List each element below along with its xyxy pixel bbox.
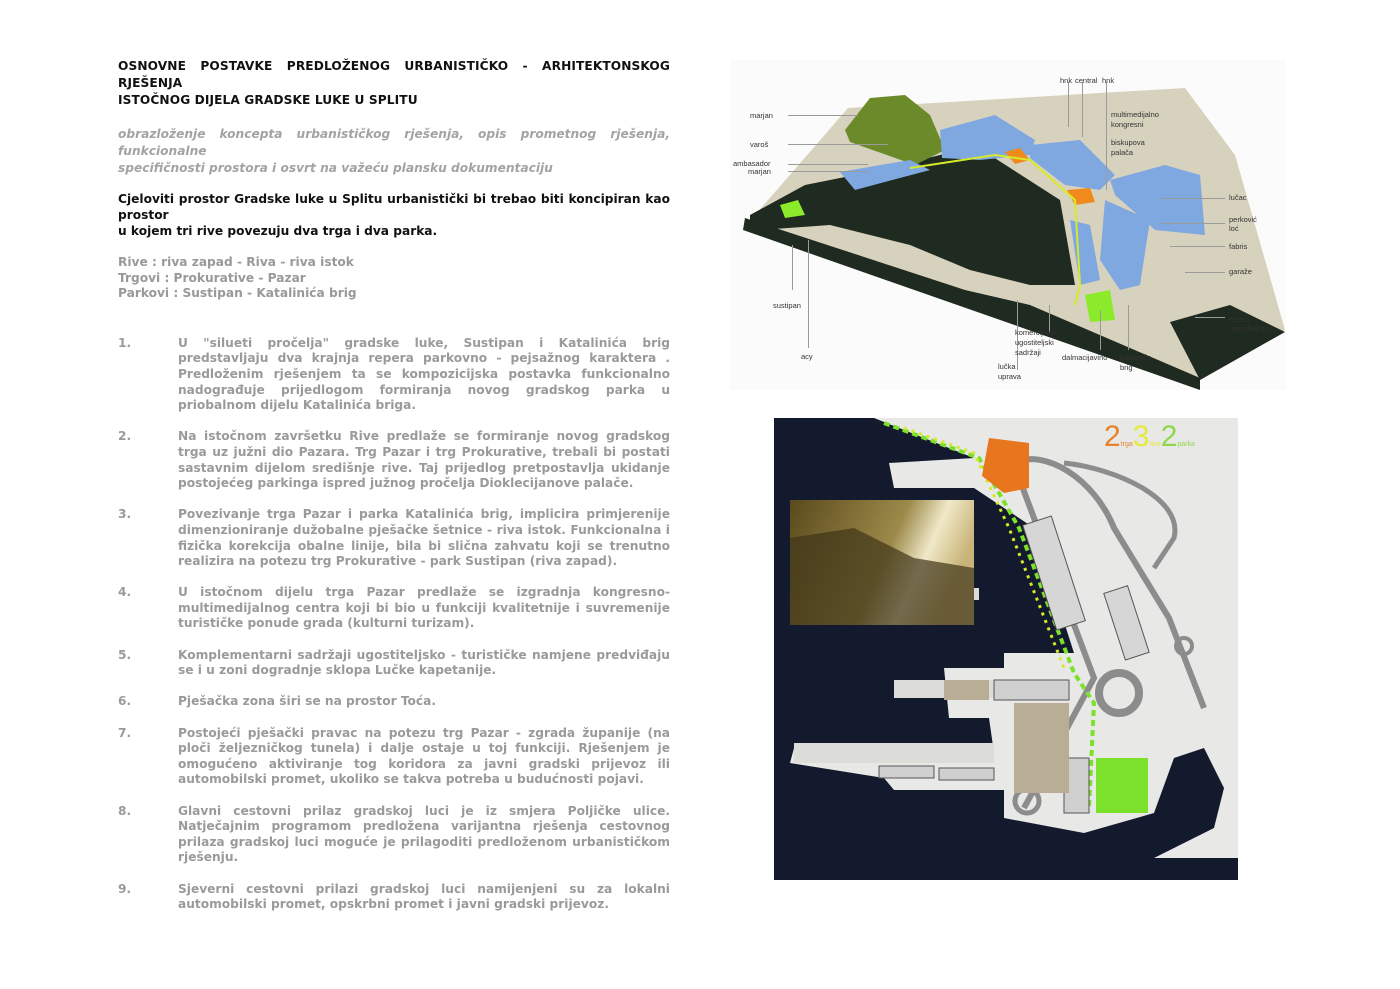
list-item: [118, 648, 670, 679]
label-acy: acy: [801, 352, 813, 361]
label-ugostiteljstvo: ugostiteljstvo: [1229, 324, 1273, 333]
parking-area: [944, 680, 989, 700]
label-multimedijalno: multimedijalno: [1111, 110, 1159, 119]
label-hnk-2: hnk: [1102, 76, 1115, 85]
item-text: Pješačka zona širi se na prostor Toća.: [178, 694, 436, 709]
item-text: Na istočnom završetku Rive predlaže se formiranje novog gradskog trga uz južni dio Pazara. Trg Pazar i trg Prokurative, trebali bi postati sastavnim dijelom središnje rive. Taj prijedlog pretpostavlja ukidanje postojećeg parkinga ispred južnog pročelja Dioklecijanove palače.: [178, 429, 670, 491]
item-number: 8.: [118, 803, 132, 818]
item-number: 7.: [118, 725, 132, 740]
item-text: Povezivanje trga Pazar i parka Katalinića brig, implicira primjerenije dimenzioniranje dužobalne pješačke šetnice - riva istok. Funkcionalna i fizička korekcija obalne linije, bila bi slična zahvatu koji se trenutno realizira na potezu trg Prokurative - park Sustipan (riva zapad).: [178, 507, 670, 569]
axonometric-harbor-figure: [730, 60, 1286, 390]
item-text: U istočnom dijelu trga Pazar predlaže se izgradnja kongresno-multimedijalnog centra koji bi bio u funkciji kvalitetnije i suvremenije turističke ponude grada (kulturni turizam).: [178, 585, 670, 631]
item-text: Postojeći pješački pravac na potezu trg Pazar - zgrada županije (na ploči željezničkog tunela) i dalje ostaje u toj funkciji. Rješenjem je omogućeno aktiviranje tog koridora za javni gradski prijevoz ili automobilski promet, ukoliko se takva potreba u budućnosti pojavi.: [178, 725, 670, 787]
label-terasa: terasa: [1229, 315, 1250, 324]
title-line-1: OSNOVNE POSTAVKE PREDLOŽENOG URBANISTIČKO - ARHITEKTONSKOG RJEŠENJA: [118, 59, 670, 90]
parking-area: [1014, 703, 1069, 793]
item-text: Komplementarni sadržaji ugostiteljsko - turističke namjene predviđaju se i u zoni dogradnje sklopa Lučke kapetanije.: [178, 647, 670, 678]
list-item: [118, 585, 670, 632]
label-biskupova: biskupova: [1111, 138, 1145, 147]
axonometric-map: [730, 60, 1286, 390]
label-lucka: lučka: [998, 362, 1016, 371]
label-dalmacijavino: dalmacijavino: [1062, 353, 1108, 362]
slogan-word-parka: parka: [1177, 441, 1195, 448]
label-marjan: marjan: [750, 111, 773, 120]
list-item: [118, 726, 670, 788]
label-central: central: [1075, 76, 1098, 85]
group-trgovi: Trgovi : Prokurative - Pazar: [118, 270, 306, 285]
label-komercijalno: komercijalno: [1015, 328, 1058, 337]
label-ugostiteljski: ugostiteljski: [1015, 338, 1054, 347]
document-title: [118, 58, 670, 109]
group-parkovi: Parkovi : Sustipan - Katalinića brig: [118, 286, 357, 301]
item-number: 1.: [118, 335, 132, 350]
slogan-word-trga: trga: [1120, 441, 1133, 448]
label-kongresni: kongresni: [1111, 120, 1144, 129]
document-subtitle: [118, 126, 670, 177]
list-item: [118, 882, 670, 913]
site-plan-map: [774, 418, 1238, 880]
item-text: U "silueti pročelja" gradske luke, Sustipan i Katalinića brig predstavljaju dva krajnja repera parkovno - pejsažnog karaktera . Predloženim rješenjem ta se kompozicijska postavka funkcionalno nadograđuje prijedlogom formiranja novog gradskog parka u priobalnom dijelu Katalinića briga.: [178, 335, 670, 413]
label-lucac: lučac: [1229, 193, 1247, 202]
group-rive: Rive : riva zapad - Riva - riva istok: [118, 255, 354, 269]
slogan-number-parka: 2: [1160, 420, 1178, 453]
pier: [794, 743, 994, 763]
label-sustipan: sustipan: [773, 301, 801, 310]
label-brig: brig: [1120, 363, 1133, 372]
text-column: [118, 58, 670, 928]
slogan-word-rive: rive: [1149, 441, 1161, 448]
lead-line-2: u kojem tri rive povezuju dva trga i dva parka.: [118, 224, 438, 238]
building: [879, 766, 934, 778]
list-item: [118, 429, 670, 491]
item-text: Sjeverni cestovni prilazi gradskoj luci namijenjeni su za lokalni automobilski promet, opskrbni promet i javni gradski prijevoz.: [178, 881, 670, 912]
building: [939, 768, 994, 780]
label-hnk: hnk: [1060, 76, 1073, 85]
label-ambasador: ambasador: [733, 159, 771, 168]
subtitle-line-1: obrazloženje koncepta urbanističkog rješenja, opis prometnog rješenja, funkcionalne: [118, 127, 670, 158]
title-line-2: ISTOČNOG DIJELA GRADSKE LUKE U SPLITU: [118, 93, 418, 107]
slogan: [1104, 420, 1195, 454]
label-fabris: fabris: [1229, 242, 1248, 251]
lead-paragraph: [118, 191, 670, 239]
label-perkovic: perković: [1229, 215, 1257, 224]
slogan-number-rive: 3: [1132, 420, 1150, 453]
label-sadrzaji: sadržaji: [1015, 348, 1041, 357]
numbered-list: [118, 336, 670, 913]
list-item: [118, 336, 670, 414]
item-number: 3.: [118, 507, 132, 522]
list-item: [118, 507, 670, 569]
label-palaca: palača: [1111, 148, 1134, 157]
label-uprava: uprava: [998, 372, 1021, 381]
building: [994, 680, 1069, 700]
item-number: 9.: [118, 881, 132, 896]
lead-line-1: Cjeloviti prostor Gradske luke u Splitu urbanistički bi trebao biti koncipiran kao prostor: [118, 192, 670, 222]
groups-list: [118, 255, 670, 302]
item-number: 2.: [118, 429, 132, 444]
label-garaze: garaže: [1229, 267, 1252, 276]
list-item: [118, 804, 670, 866]
park-katalinica: [1096, 758, 1148, 813]
site-plan-figure: [774, 418, 1238, 880]
subtitle-line-2: specifičnosti prostora i osvrt na važeću plansku dokumentaciju: [118, 161, 553, 175]
item-number: 5.: [118, 647, 132, 662]
label-ambasador-marjan: marjan: [748, 167, 771, 176]
slogan-number-trga: 2: [1104, 420, 1121, 453]
label-loc: loć: [1229, 224, 1239, 233]
item-text: Glavni cestovni prilaz gradskoj luci je iz smjera Poljičke ulice. Natječajnim programom predložena varijantna rješenja cestovnog prilaza gradskoj luci moguće je prilagoditi predloženom urbanističkom rješenju.: [178, 803, 670, 865]
item-number: 4.: [118, 585, 132, 600]
item-number: 6.: [118, 694, 132, 709]
label-katalinica: katalinića: [1120, 353, 1152, 362]
label-varos: varoš: [750, 140, 769, 149]
list-item: [118, 694, 670, 710]
